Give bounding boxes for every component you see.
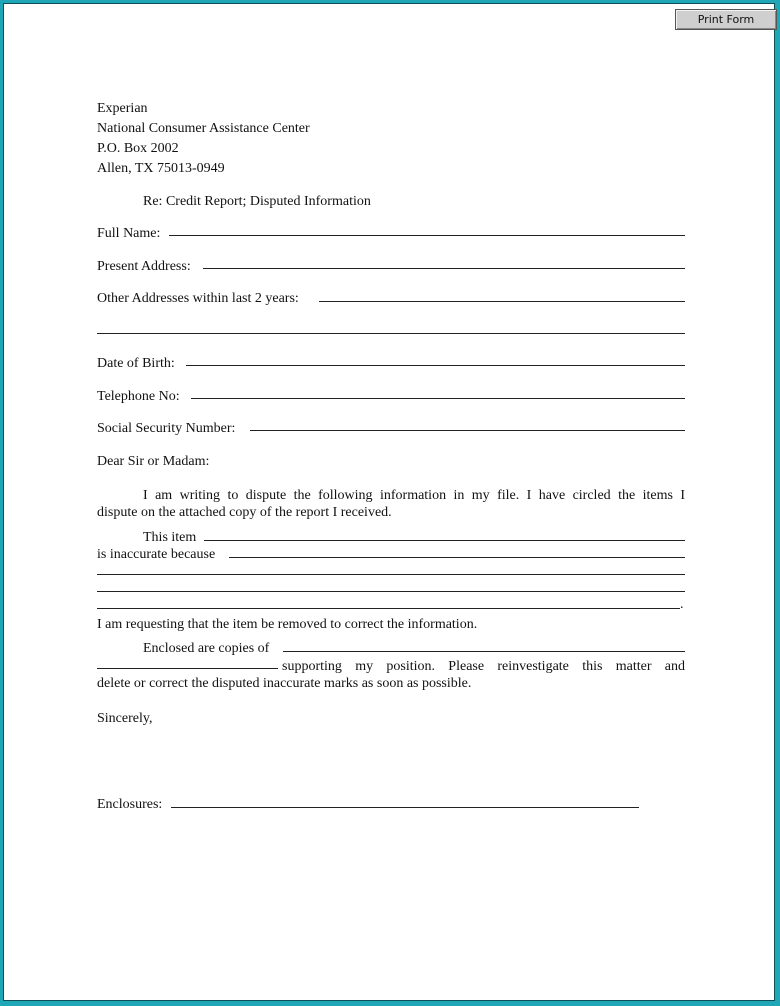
- enclosures-field[interactable]: [171, 807, 639, 808]
- telephone-field[interactable]: [191, 398, 685, 399]
- intro-line-1: I am writing to dispute the following information in my file. I have circled the items I: [143, 488, 685, 503]
- enclosures-label: Enclosures:: [97, 797, 163, 812]
- enclosed-copies-field-2[interactable]: [97, 668, 278, 669]
- inaccurate-because-field-2[interactable]: [97, 574, 685, 575]
- other-addresses-label: Other Addresses within last 2 years:: [97, 291, 299, 306]
- date-of-birth-label: Date of Birth:: [97, 356, 175, 371]
- ssn-label: Social Security Number:: [97, 421, 236, 436]
- full-name-label: Full Name:: [97, 226, 161, 241]
- recipient-address-line2: P.O. Box 2002: [97, 141, 179, 156]
- telephone-label: Telephone No:: [97, 389, 180, 404]
- recipient-address-line3: Allen, TX 75013-0949: [97, 161, 225, 176]
- recipient-name: Experian: [97, 101, 148, 116]
- re-line: Re: Credit Report; Disputed Information: [143, 194, 371, 209]
- present-address-field[interactable]: [203, 268, 685, 269]
- recipient-address-line1: National Consumer Assistance Center: [97, 121, 310, 136]
- supporting-text: supporting my position. Please reinvestigate this matter and: [282, 659, 685, 674]
- inaccurate-because-field[interactable]: [229, 557, 685, 558]
- full-name-field[interactable]: [169, 235, 685, 236]
- present-address-label: Present Address:: [97, 259, 191, 274]
- this-item-field[interactable]: [204, 540, 685, 541]
- requesting-text: I am requesting that the item be removed to correct the information.: [97, 617, 478, 632]
- ssn-field[interactable]: [250, 430, 685, 431]
- date-of-birth-field[interactable]: [186, 365, 685, 366]
- delete-correct-text: delete or correct the disputed inaccurate marks as soon as possible.: [97, 676, 472, 691]
- letter-page: [3, 3, 775, 1001]
- inaccurate-because-field-3[interactable]: [97, 591, 685, 592]
- enclosed-copies-label: Enclosed are copies of: [143, 641, 270, 656]
- enclosed-copies-field[interactable]: [283, 651, 685, 652]
- intro-line-2: dispute on the attached copy of the report I received.: [97, 505, 392, 520]
- print-form-button[interactable]: Print Form: [675, 9, 777, 30]
- period: .: [680, 597, 684, 612]
- inaccurate-because-label: is inaccurate because: [97, 547, 216, 562]
- inaccurate-because-field-4[interactable]: [97, 608, 680, 609]
- closing: Sincerely,: [97, 711, 153, 726]
- salutation: Dear Sir or Madam:: [97, 454, 210, 469]
- this-item-label: This item: [143, 530, 197, 545]
- other-addresses-field[interactable]: [319, 301, 685, 302]
- other-addresses-field-2[interactable]: [97, 333, 685, 334]
